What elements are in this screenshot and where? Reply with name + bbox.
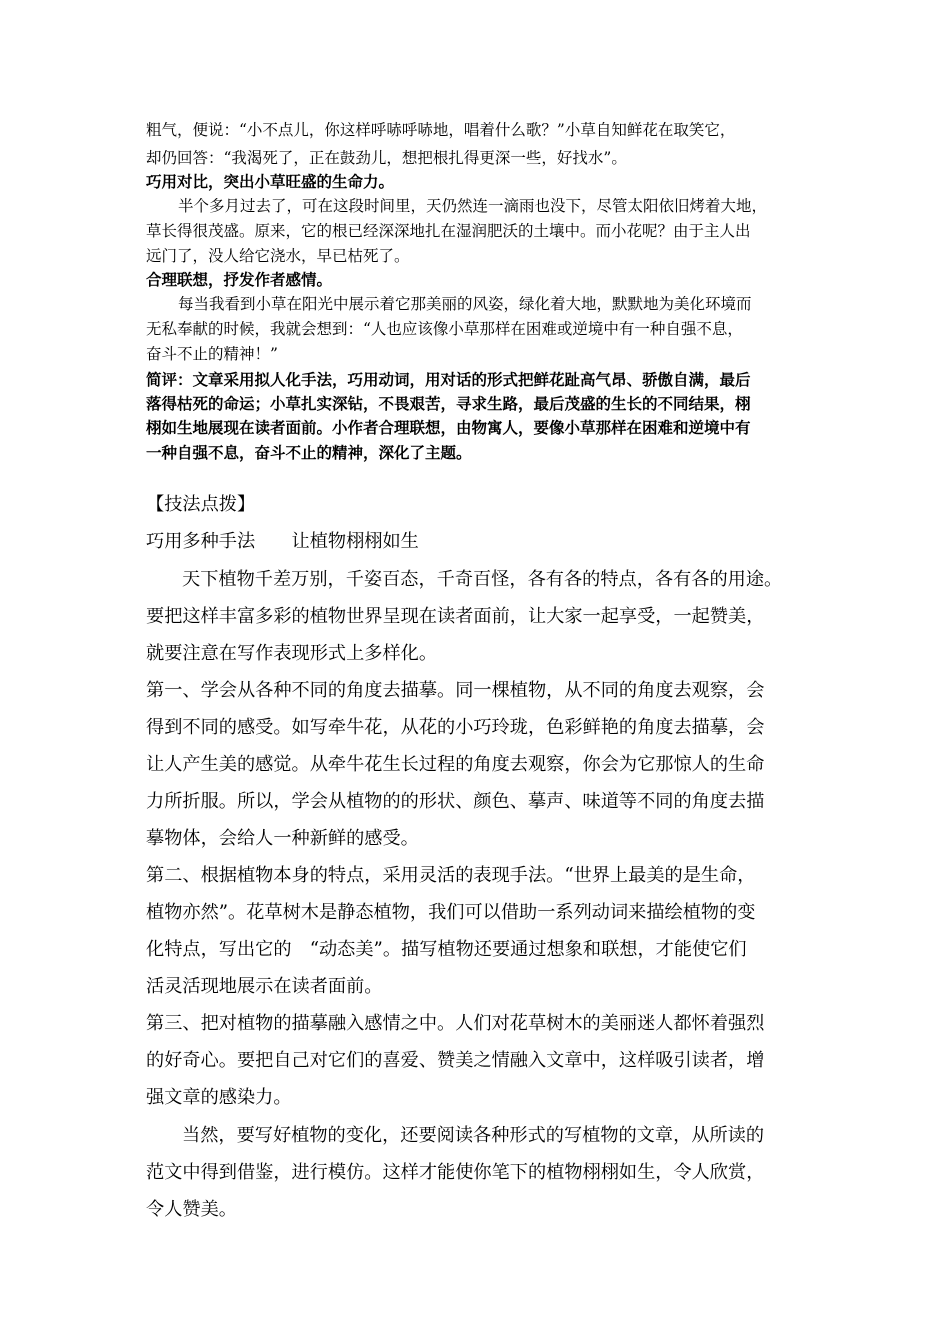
tip-line: 植物亦然”。花草树木是静态植物，我们可以借助一系列动词来描绘植物的变 xyxy=(146,902,756,923)
tip-line: 天下植物千差万别，千姿百态，千奇百怪，各有各的特点，各有各的用途。 xyxy=(182,569,783,590)
section-heading: 【技法点拨】 xyxy=(146,494,256,515)
review-line: 落得枯死的命运；小草扎实深钻，不畏艰苦，寻求生路，最后茂盛的生长的不同结果，栩 xyxy=(146,395,751,413)
review-line: 简评：文章采用拟人化手法，巧用动词，用对话的形式把鲜花趾高气昂、骄傲自满，最后 xyxy=(146,371,751,389)
tip-line: 的好奇心。要把自己对它们的喜爱、赞美之情融入文章中，这样吸引读者，增 xyxy=(146,1050,765,1071)
tip-line: 摹物体，会给人一种新鲜的感受。 xyxy=(146,828,419,849)
review-line: 一种自强不息，奋斗不止的精神，深化了主题。 xyxy=(146,444,472,462)
story-line: 半个多月过去了，可在这段时间里，天仍然连一滴雨也没下，尽管太阳依旧烤着大地， xyxy=(178,197,768,215)
tip-line: 第三、把对植物的描摹融入感情之中。人们对花草树木的美丽迷人都怀着强烈 xyxy=(146,1013,765,1034)
story-line: 粗气，便说：“小不点儿，你这样呼哧呼哧地，唱着什么歌？”小草自知鲜花在取笑它， xyxy=(146,121,736,139)
annotation-note: 巧用对比，突出小草旺盛的生命力。 xyxy=(146,173,395,191)
tip-line: 令人赞美。 xyxy=(146,1199,237,1220)
story-line: 奋斗不止的精神！” xyxy=(146,345,278,363)
tip-line: 强文章的感染力。 xyxy=(146,1087,292,1108)
annotation-note: 合理联想，抒发作者感情。 xyxy=(146,271,333,289)
tip-line: 范文中得到借鉴，进行模仿。这样才能使你笔下的植物栩栩如生，令人欣赏， xyxy=(146,1162,765,1183)
tip-line: 化特点，写出它的 “动态美”。描写植物还要通过想象和联想，才能使它们 xyxy=(146,939,747,960)
tip-line: 力所折服。所以，学会从植物的的形状、颜色、摹声、味道等不同的角度去描 xyxy=(146,791,765,812)
story-line: 无私奉献的时候，我就会想到：“人也应该像小草那样在困难或逆境中有一种自强不息， xyxy=(146,320,743,338)
story-line: 草长得很茂盛。原来，它的根已经深深地扎在湿润肥沃的土壤中。而小花呢？由于主人出 xyxy=(146,222,751,240)
section-subtitle: 巧用多种手法 让植物栩栩如生 xyxy=(146,531,419,552)
tip-line: 要把这样丰富多彩的植物世界呈现在读者面前，让大家一起享受，一起赞美， xyxy=(146,606,765,627)
tip-line: 当然，要写好植物的变化，还要阅读各种形式的写植物的文章，从所读的 xyxy=(182,1125,765,1146)
story-line: 却仍回答：“我渴死了，正在鼓劲儿，想把根扎得更深一些，好找水”。 xyxy=(146,149,627,167)
tip-line: 第二、根据植物本身的特点，采用灵活的表现手法。“世界上最美的是生命， xyxy=(146,865,756,886)
tip-line: 得到不同的感受。如写牵牛花，从花的小巧玲珑，色彩鲜艳的角度去描摹，会 xyxy=(146,717,765,738)
tip-line: 就要注意在写作表现形式上多样化。 xyxy=(146,643,438,664)
story-line: 远门了，没人给它浇水，早已枯死了。 xyxy=(146,247,410,265)
tip-line: 让人产生美的感觉。从牵牛花生长过程的角度去观察，你会为它那惊人的生命 xyxy=(146,754,765,775)
tip-line: 活灵活现地展示在读者面前。 xyxy=(146,976,383,997)
review-line: 栩如生地展现在读者面前。小作者合理联想，由物寓人，要像小草那样在困难和逆境中有 xyxy=(146,419,751,437)
story-line: 每当我看到小草在阳光中展示着它那美丽的风姿，绿化着大地，默默地为美化环境而 xyxy=(178,295,752,313)
tip-line: 第一、学会从各种不同的角度去描摹。同一棵植物，从不同的角度去观察，会 xyxy=(146,680,765,701)
